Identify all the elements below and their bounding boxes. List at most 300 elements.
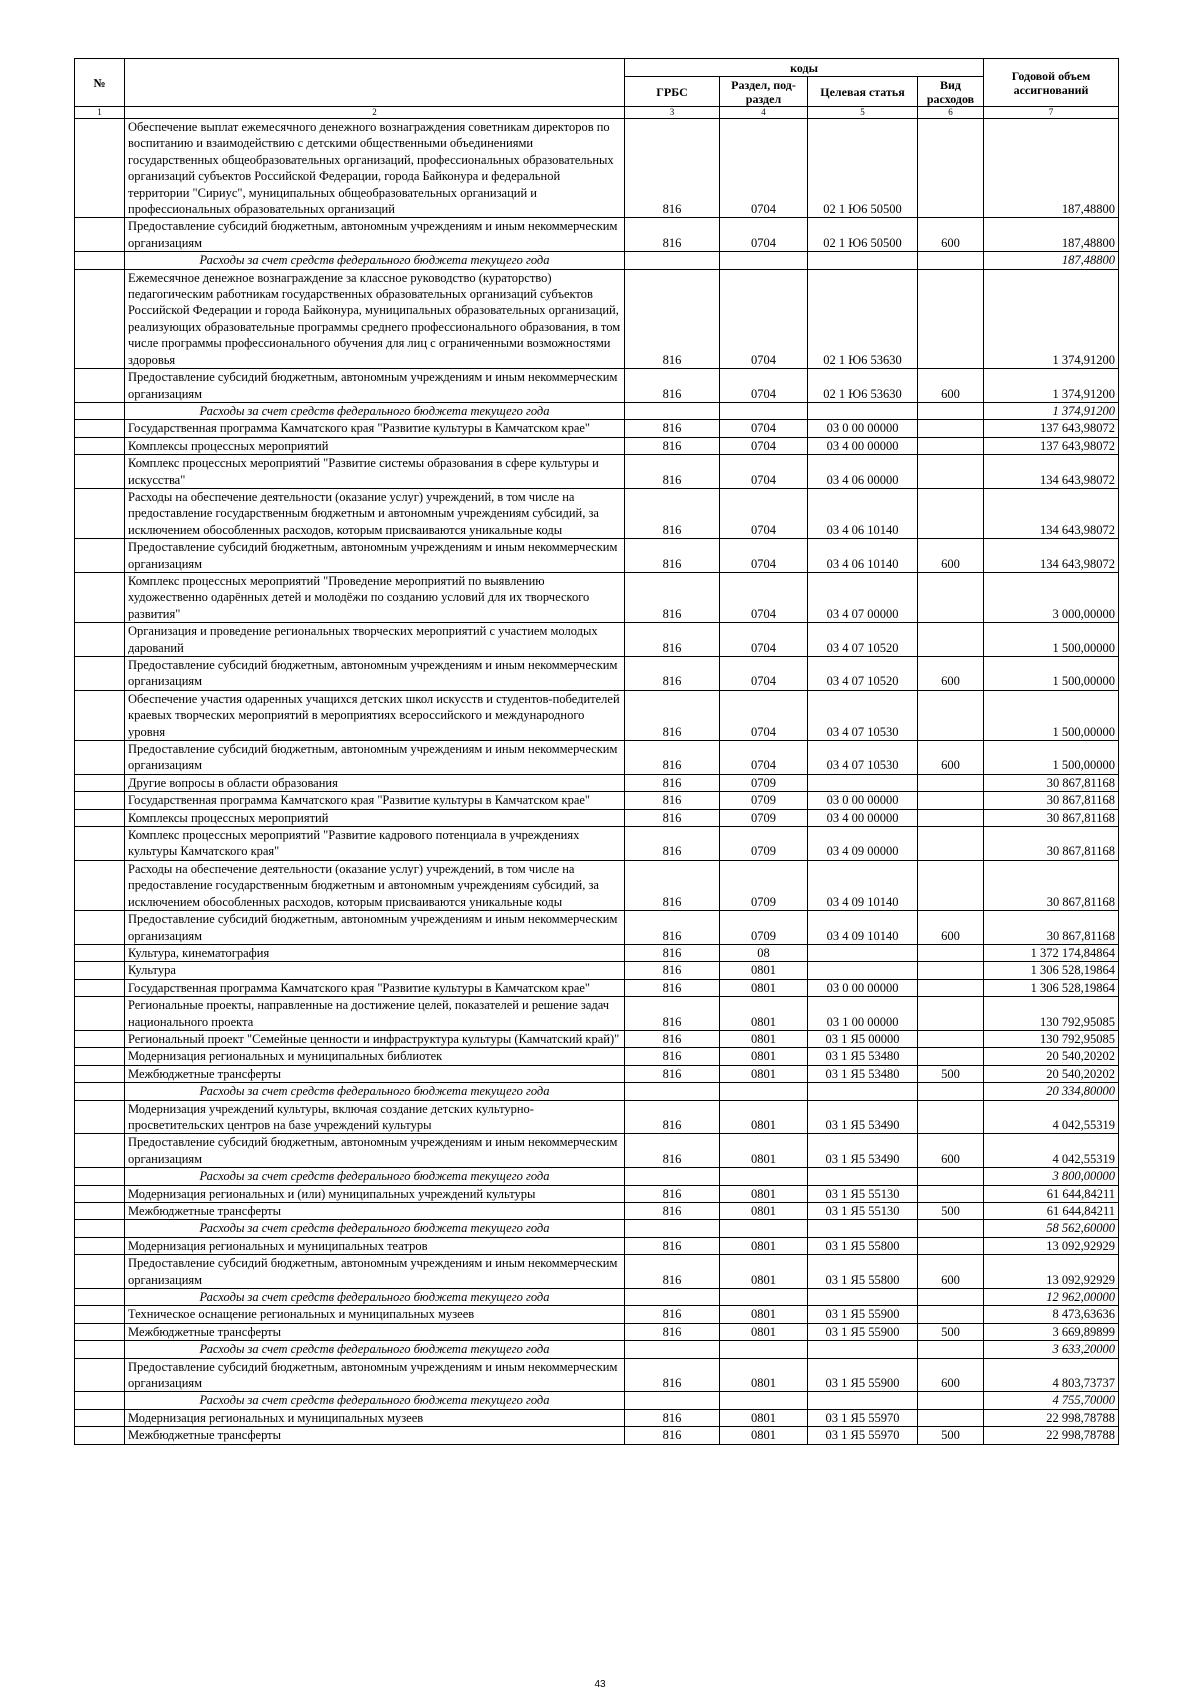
target-article-cell (808, 252, 918, 269)
target-article-cell: 03 1 Я5 55800 (808, 1255, 918, 1289)
expense-name-cell: Региональные проекты, направленные на достижение целей, показателей и решение задач национального проекта (125, 997, 625, 1031)
target-article-cell: 03 1 Я5 55130 (808, 1185, 918, 1202)
table-row (75, 437, 1119, 454)
expense-name-cell: Межбюджетные трансферты (125, 1203, 625, 1220)
razdel-cell: 0704 (720, 269, 808, 368)
expense-name-cell: Ежемесячное денежное вознаграждение за классное руководство (кураторство) педагогическим работникам государственных образовательных организаций субъектов Российской Федерации и города Байконура, муниципальных образовательных организаций, реализующих образовательные программы среднего профессионального образования, в том числе программы профессионального обучения для лиц с ограниченными возможностями здоровья (125, 269, 625, 368)
col-num-5: 5 (808, 107, 918, 119)
grbs-cell: 816 (625, 119, 720, 218)
expense-type-cell: 600 (918, 1134, 984, 1168)
expense-type-cell (918, 420, 984, 437)
amount-cell: 3 669,89899 (984, 1323, 1119, 1340)
table-row (75, 1134, 1119, 1168)
expense-name-cell: Обеспечение участия одаренных учащихся детских школ искусств и студентов-победителей краевых творческих мероприятий в мероприятиях всероссийского и международного уровня (125, 690, 625, 740)
table-row (75, 979, 1119, 996)
table-row (75, 1100, 1119, 1134)
razdel-cell (720, 1341, 808, 1358)
razdel-cell (720, 1289, 808, 1306)
expense-type-cell (918, 1185, 984, 1202)
amount-cell: 1 306 528,19864 (984, 979, 1119, 996)
row-number-cell (75, 572, 125, 622)
expense-name-cell: Модернизация региональных и (или) муниципальных учреждений культуры (125, 1185, 625, 1202)
expense-name-cell: Культура, кинематография (125, 944, 625, 961)
razdel-cell: 0709 (720, 860, 808, 910)
razdel-cell: 0704 (720, 119, 808, 218)
row-number-cell (75, 623, 125, 657)
target-article-cell: 03 0 00 00000 (808, 420, 918, 437)
federal-budget-row (75, 1289, 1119, 1306)
razdel-cell: 0801 (720, 1065, 808, 1082)
table-row (75, 1306, 1119, 1323)
table-row (75, 488, 1119, 538)
row-number-cell (75, 488, 125, 538)
grbs-cell: 816 (625, 539, 720, 573)
expense-type-cell (918, 119, 984, 218)
table-body (75, 119, 1119, 1445)
expense-name-cell: Предоставление субсидий бюджетным, автономным учреждениям и иным некоммерческим организациям (125, 911, 625, 945)
razdel-cell (720, 1168, 808, 1185)
expense-name-cell: Расходы за счет средств федерального бюджета текущего года (125, 1289, 625, 1306)
razdel-cell: 0801 (720, 1203, 808, 1220)
row-number-cell (75, 1065, 125, 1082)
col-num-3: 3 (625, 107, 720, 119)
grbs-cell: 816 (625, 1065, 720, 1082)
row-number-cell (75, 1255, 125, 1289)
amount-cell: 187,48800 (984, 252, 1119, 269)
row-number-cell (75, 1392, 125, 1409)
expense-name-cell: Расходы на обеспечение деятельности (оказание услуг) учреждений, в том числе на предоставление государственным бюджетным и автономным учреждениям субсидий, за исключением обособленных расходов, которым присваиваются уникальные коды (125, 488, 625, 538)
federal-budget-row (75, 1392, 1119, 1409)
table-row (75, 1203, 1119, 1220)
expense-name-cell: Комплексы процессных мероприятий (125, 437, 625, 454)
expense-type-cell (918, 860, 984, 910)
target-article-cell (808, 402, 918, 419)
amount-cell: 3 000,00000 (984, 572, 1119, 622)
razdel-cell (720, 252, 808, 269)
target-article-cell: 03 1 Я5 53490 (808, 1100, 918, 1134)
target-article-cell: 03 4 07 10530 (808, 690, 918, 740)
table-row (75, 1237, 1119, 1254)
row-number-cell (75, 269, 125, 368)
amount-cell: 187,48800 (984, 119, 1119, 218)
target-article-cell (808, 944, 918, 961)
row-number-cell (75, 369, 125, 403)
grbs-cell: 816 (625, 369, 720, 403)
row-number-cell (75, 741, 125, 775)
target-article-cell: 02 1 Ю6 50500 (808, 119, 918, 218)
amount-cell: 12 962,00000 (984, 1289, 1119, 1306)
expense-type-cell (918, 1100, 984, 1134)
expense-type-cell (918, 572, 984, 622)
expense-type-cell: 500 (918, 1203, 984, 1220)
target-article-cell: 03 4 07 00000 (808, 572, 918, 622)
row-number-cell (75, 539, 125, 573)
grbs-cell: 816 (625, 218, 720, 252)
row-number-cell (75, 690, 125, 740)
row-number-cell (75, 1409, 125, 1426)
expense-type-cell: 600 (918, 369, 984, 403)
razdel-cell (720, 1220, 808, 1237)
amount-cell: 30 867,81168 (984, 792, 1119, 809)
expense-type-cell (918, 1289, 984, 1306)
table-row (75, 1255, 1119, 1289)
target-article-cell: 03 4 09 10140 (808, 860, 918, 910)
razdel-cell: 0801 (720, 1358, 808, 1392)
row-number-cell (75, 252, 125, 269)
target-article-cell: 03 1 Я5 55970 (808, 1427, 918, 1444)
page-number: 43 (594, 1679, 606, 1690)
target-article-cell: 02 1 Ю6 50500 (808, 218, 918, 252)
target-article-cell: 03 4 00 00000 (808, 437, 918, 454)
amount-cell: 30 867,81168 (984, 774, 1119, 791)
razdel-cell: 0704 (720, 420, 808, 437)
expense-name-cell: Модернизация региональных и муниципальных библиотек (125, 1048, 625, 1065)
expense-name-cell: Предоставление субсидий бюджетным, автономным учреждениям и иным некоммерческим организациям (125, 1134, 625, 1168)
federal-budget-row (75, 1220, 1119, 1237)
razdel-cell: 0704 (720, 369, 808, 403)
row-number-cell (75, 979, 125, 996)
amount-cell: 134 643,98072 (984, 539, 1119, 573)
row-number-cell (75, 1289, 125, 1306)
row-number-cell (75, 437, 125, 454)
table-row (75, 944, 1119, 961)
target-article-cell: 03 1 Я5 55900 (808, 1358, 918, 1392)
target-article-cell: 03 4 07 10530 (808, 741, 918, 775)
expense-type-cell (918, 774, 984, 791)
expense-name-cell: Государственная программа Камчатского края "Развитие культуры в Камчатском крае" (125, 979, 625, 996)
grbs-cell: 816 (625, 1100, 720, 1134)
expense-type-cell (918, 979, 984, 996)
razdel-cell: 0704 (720, 455, 808, 489)
amount-cell: 130 792,95085 (984, 1030, 1119, 1047)
grbs-cell: 816 (625, 827, 720, 861)
expense-type-cell: 500 (918, 1065, 984, 1082)
expense-type-cell (918, 1168, 984, 1185)
amount-cell: 1 500,00000 (984, 741, 1119, 775)
row-number-cell (75, 420, 125, 437)
grbs-cell (625, 1341, 720, 1358)
federal-budget-row (75, 1168, 1119, 1185)
target-article-cell (808, 1341, 918, 1358)
expense-type-cell (918, 827, 984, 861)
expense-type-cell (918, 437, 984, 454)
expense-name-cell: Культура (125, 962, 625, 979)
grbs-cell: 816 (625, 741, 720, 775)
target-article-cell: 03 1 Я5 55130 (808, 1203, 918, 1220)
expense-type-cell (918, 690, 984, 740)
expense-name-cell: Расходы за счет средств федерального бюджета текущего года (125, 402, 625, 419)
grbs-cell (625, 402, 720, 419)
expense-name-cell: Обеспечение выплат ежемесячного денежного вознаграждения советникам директоров по воспитанию и взаимодействию с детскими общественными объединениями государственных общеобразовательных организаций, профессиональных образовательных организаций субъектов Российской Федерации, города Байконура и федеральной территории "Сириус", муниципальных общеобразовательных организаций и профессиональных образовательных организаций (125, 119, 625, 218)
target-article-cell: 03 1 Я5 55900 (808, 1323, 918, 1340)
grbs-cell: 816 (625, 809, 720, 826)
grbs-cell (625, 252, 720, 269)
header-tsel: Целевая статья (808, 77, 918, 107)
grbs-cell: 816 (625, 1427, 720, 1444)
expense-name-cell: Предоставление субсидий бюджетным, автономным учреждениям и иным некоммерческим организациям (125, 369, 625, 403)
row-number-cell (75, 827, 125, 861)
table-row (75, 1323, 1119, 1340)
row-number-cell (75, 657, 125, 691)
expense-type-cell (918, 809, 984, 826)
expense-name-cell: Межбюджетные трансферты (125, 1427, 625, 1444)
table-row (75, 623, 1119, 657)
grbs-cell: 816 (625, 774, 720, 791)
row-number-cell (75, 1203, 125, 1220)
amount-cell: 1 374,91200 (984, 269, 1119, 368)
target-article-cell: 03 0 00 00000 (808, 979, 918, 996)
expense-type-cell (918, 488, 984, 538)
expense-type-cell: 600 (918, 657, 984, 691)
razdel-cell: 0704 (720, 572, 808, 622)
target-article-cell (808, 962, 918, 979)
amount-cell: 1 374,91200 (984, 369, 1119, 403)
table-row (75, 218, 1119, 252)
target-article-cell: 03 4 06 00000 (808, 455, 918, 489)
grbs-cell: 816 (625, 1203, 720, 1220)
row-number-cell (75, 1168, 125, 1185)
grbs-cell: 816 (625, 860, 720, 910)
razdel-cell: 0801 (720, 1323, 808, 1340)
federal-budget-row (75, 1341, 1119, 1358)
expense-name-cell: Расходы за счет средств федерального бюджета текущего года (125, 1392, 625, 1409)
amount-cell: 30 867,81168 (984, 860, 1119, 910)
expense-type-cell (918, 252, 984, 269)
expense-type-cell (918, 1030, 984, 1047)
amount-cell: 58 562,60000 (984, 1220, 1119, 1237)
col-num-6: 6 (918, 107, 984, 119)
table-row (75, 741, 1119, 775)
federal-budget-row (75, 252, 1119, 269)
razdel-cell (720, 1083, 808, 1100)
target-article-cell: 03 1 Я5 53480 (808, 1048, 918, 1065)
grbs-cell: 816 (625, 437, 720, 454)
table-row (75, 774, 1119, 791)
grbs-cell: 816 (625, 1323, 720, 1340)
amount-cell: 22 998,78788 (984, 1427, 1119, 1444)
expense-type-cell (918, 402, 984, 419)
header-name (125, 59, 625, 107)
target-article-cell (808, 1220, 918, 1237)
grbs-cell (625, 1392, 720, 1409)
target-article-cell (808, 1392, 918, 1409)
expense-name-cell: Предоставление субсидий бюджетным, автономным учреждениям и иным некоммерческим организациям (125, 539, 625, 573)
federal-budget-row (75, 1083, 1119, 1100)
grbs-cell (625, 1168, 720, 1185)
razdel-cell: 0704 (720, 690, 808, 740)
expense-type-cell (918, 997, 984, 1031)
expense-name-cell: Модернизация учреждений культуры, включая создание детских культурно-просветительских центров на базе учреждений культуры (125, 1100, 625, 1134)
expense-name-cell: Модернизация региональных и муниципальных театров (125, 1237, 625, 1254)
expense-name-cell: Межбюджетные трансферты (125, 1323, 625, 1340)
budget-table (74, 58, 1119, 1445)
row-number-cell (75, 860, 125, 910)
target-article-cell: 03 1 Я5 55800 (808, 1237, 918, 1254)
col-num-4: 4 (720, 107, 808, 119)
grbs-cell (625, 1220, 720, 1237)
grbs-cell: 816 (625, 690, 720, 740)
expense-name-cell: Расходы за счет средств федерального бюджета текущего года (125, 252, 625, 269)
target-article-cell: 03 0 00 00000 (808, 792, 918, 809)
col-num-1: 1 (75, 107, 125, 119)
row-number-cell (75, 1030, 125, 1047)
table-row (75, 997, 1119, 1031)
expense-type-cell (918, 269, 984, 368)
col-num-7: 7 (984, 107, 1119, 119)
expense-name-cell: Предоставление субсидий бюджетным, автономным учреждениям и иным некоммерческим организациям (125, 657, 625, 691)
header-kody: коды (625, 59, 984, 77)
row-number-cell (75, 402, 125, 419)
expense-name-cell: Предоставление субсидий бюджетным, автономным учреждениям и иным некоммерческим организациям (125, 1358, 625, 1392)
grbs-cell: 816 (625, 1237, 720, 1254)
razdel-cell (720, 402, 808, 419)
expense-type-cell (918, 792, 984, 809)
razdel-cell: 0704 (720, 437, 808, 454)
grbs-cell: 816 (625, 792, 720, 809)
expense-type-cell (918, 1083, 984, 1100)
razdel-cell: 0801 (720, 1048, 808, 1065)
grbs-cell: 816 (625, 623, 720, 657)
amount-cell: 61 644,84211 (984, 1203, 1119, 1220)
expense-type-cell: 600 (918, 741, 984, 775)
grbs-cell: 816 (625, 962, 720, 979)
target-article-cell (808, 774, 918, 791)
amount-cell: 20 540,20202 (984, 1065, 1119, 1082)
amount-cell: 1 500,00000 (984, 623, 1119, 657)
table-row (75, 1065, 1119, 1082)
expense-name-cell: Расходы за счет средств федерального бюджета текущего года (125, 1168, 625, 1185)
row-number-cell (75, 1048, 125, 1065)
amount-cell: 4 803,73737 (984, 1358, 1119, 1392)
grbs-cell: 816 (625, 1134, 720, 1168)
expense-name-cell: Комплекс процессных мероприятий "Развитие кадрового потенциала в учреждениях культуры Камчатского края" (125, 827, 625, 861)
razdel-cell: 0801 (720, 1255, 808, 1289)
amount-cell: 61 644,84211 (984, 1185, 1119, 1202)
table-row (75, 1048, 1119, 1065)
grbs-cell: 816 (625, 269, 720, 368)
target-article-cell (808, 1289, 918, 1306)
razdel-cell: 0801 (720, 1427, 808, 1444)
row-number-cell (75, 1100, 125, 1134)
expense-name-cell: Предоставление субсидий бюджетным, автономным учреждениям и иным некоммерческим организациям (125, 1255, 625, 1289)
grbs-cell: 816 (625, 1306, 720, 1323)
grbs-cell: 816 (625, 1255, 720, 1289)
target-article-cell: 03 4 06 10140 (808, 488, 918, 538)
amount-cell: 1 306 528,19864 (984, 962, 1119, 979)
amount-cell: 134 643,98072 (984, 488, 1119, 538)
row-number-cell (75, 911, 125, 945)
grbs-cell: 816 (625, 488, 720, 538)
grbs-cell (625, 1083, 720, 1100)
expense-type-cell (918, 1409, 984, 1426)
table-row (75, 1358, 1119, 1392)
row-number-cell (75, 1323, 125, 1340)
row-number-cell (75, 119, 125, 218)
target-article-cell: 03 4 06 10140 (808, 539, 918, 573)
razdel-cell: 0801 (720, 1100, 808, 1134)
grbs-cell: 816 (625, 455, 720, 489)
row-number-cell (75, 1427, 125, 1444)
amount-cell: 13 092,92929 (984, 1237, 1119, 1254)
target-article-cell: 03 1 Я5 53490 (808, 1134, 918, 1168)
expense-type-cell: 500 (918, 1323, 984, 1340)
amount-cell: 137 643,98072 (984, 420, 1119, 437)
expense-type-cell (918, 1237, 984, 1254)
table-row (75, 809, 1119, 826)
expense-type-cell: 500 (918, 1427, 984, 1444)
expense-type-cell (918, 962, 984, 979)
expense-name-cell: Модернизация региональных и муниципальных музеев (125, 1409, 625, 1426)
grbs-cell: 816 (625, 1185, 720, 1202)
amount-cell: 1 374,91200 (984, 402, 1119, 419)
amount-cell: 1 500,00000 (984, 690, 1119, 740)
target-article-cell: 03 1 Я5 55970 (808, 1409, 918, 1426)
amount-cell: 30 867,81168 (984, 911, 1119, 945)
table-row (75, 119, 1119, 218)
razdel-cell: 0704 (720, 657, 808, 691)
row-number-cell (75, 1358, 125, 1392)
amount-cell: 4 042,55319 (984, 1134, 1119, 1168)
amount-cell: 137 643,98072 (984, 437, 1119, 454)
expense-name-cell: Региональный проект "Семейные ценности и инфраструктура культуры (Камчатский край)" (125, 1030, 625, 1047)
row-number-cell (75, 218, 125, 252)
grbs-cell: 816 (625, 1030, 720, 1047)
target-article-cell: 02 1 Ю6 53630 (808, 269, 918, 368)
row-number-cell (75, 1185, 125, 1202)
razdel-cell: 0704 (720, 218, 808, 252)
amount-cell: 134 643,98072 (984, 455, 1119, 489)
expense-type-cell: 600 (918, 539, 984, 573)
target-article-cell: 03 1 Я5 55900 (808, 1306, 918, 1323)
razdel-cell: 0801 (720, 1306, 808, 1323)
table-row (75, 420, 1119, 437)
grbs-cell: 816 (625, 979, 720, 996)
razdel-cell (720, 1392, 808, 1409)
razdel-cell: 0709 (720, 774, 808, 791)
razdel-cell: 0709 (720, 827, 808, 861)
row-number-cell (75, 455, 125, 489)
target-article-cell: 03 4 07 10520 (808, 623, 918, 657)
expense-name-cell: Межбюджетные трансферты (125, 1065, 625, 1082)
razdel-cell: 08 (720, 944, 808, 961)
table-row (75, 455, 1119, 489)
amount-cell: 1 500,00000 (984, 657, 1119, 691)
amount-cell: 13 092,92929 (984, 1255, 1119, 1289)
table-row (75, 860, 1119, 910)
target-article-cell (808, 1168, 918, 1185)
expense-name-cell: Комплекс процессных мероприятий "Развитие системы образования в сфере культуры и искусства" (125, 455, 625, 489)
razdel-cell: 0709 (720, 911, 808, 945)
target-article-cell: 03 1 Я5 00000 (808, 1030, 918, 1047)
razdel-cell: 0801 (720, 1030, 808, 1047)
header-godovoy: Годовой объем ассигнований (984, 59, 1119, 107)
amount-cell: 30 867,81168 (984, 827, 1119, 861)
razdel-cell: 0801 (720, 979, 808, 996)
table-row (75, 369, 1119, 403)
row-number-cell (75, 774, 125, 791)
amount-cell: 8 473,63636 (984, 1306, 1119, 1323)
grbs-cell: 816 (625, 1358, 720, 1392)
table-row (75, 539, 1119, 573)
expense-name-cell: Организация и проведение региональных творческих мероприятий с участием молодых дарований (125, 623, 625, 657)
expense-type-cell: 600 (918, 911, 984, 945)
target-article-cell: 03 4 00 00000 (808, 809, 918, 826)
amount-cell: 130 792,95085 (984, 997, 1119, 1031)
expense-type-cell (918, 1392, 984, 1409)
amount-cell: 4 755,70000 (984, 1392, 1119, 1409)
expense-type-cell: 600 (918, 218, 984, 252)
row-number-cell (75, 1306, 125, 1323)
